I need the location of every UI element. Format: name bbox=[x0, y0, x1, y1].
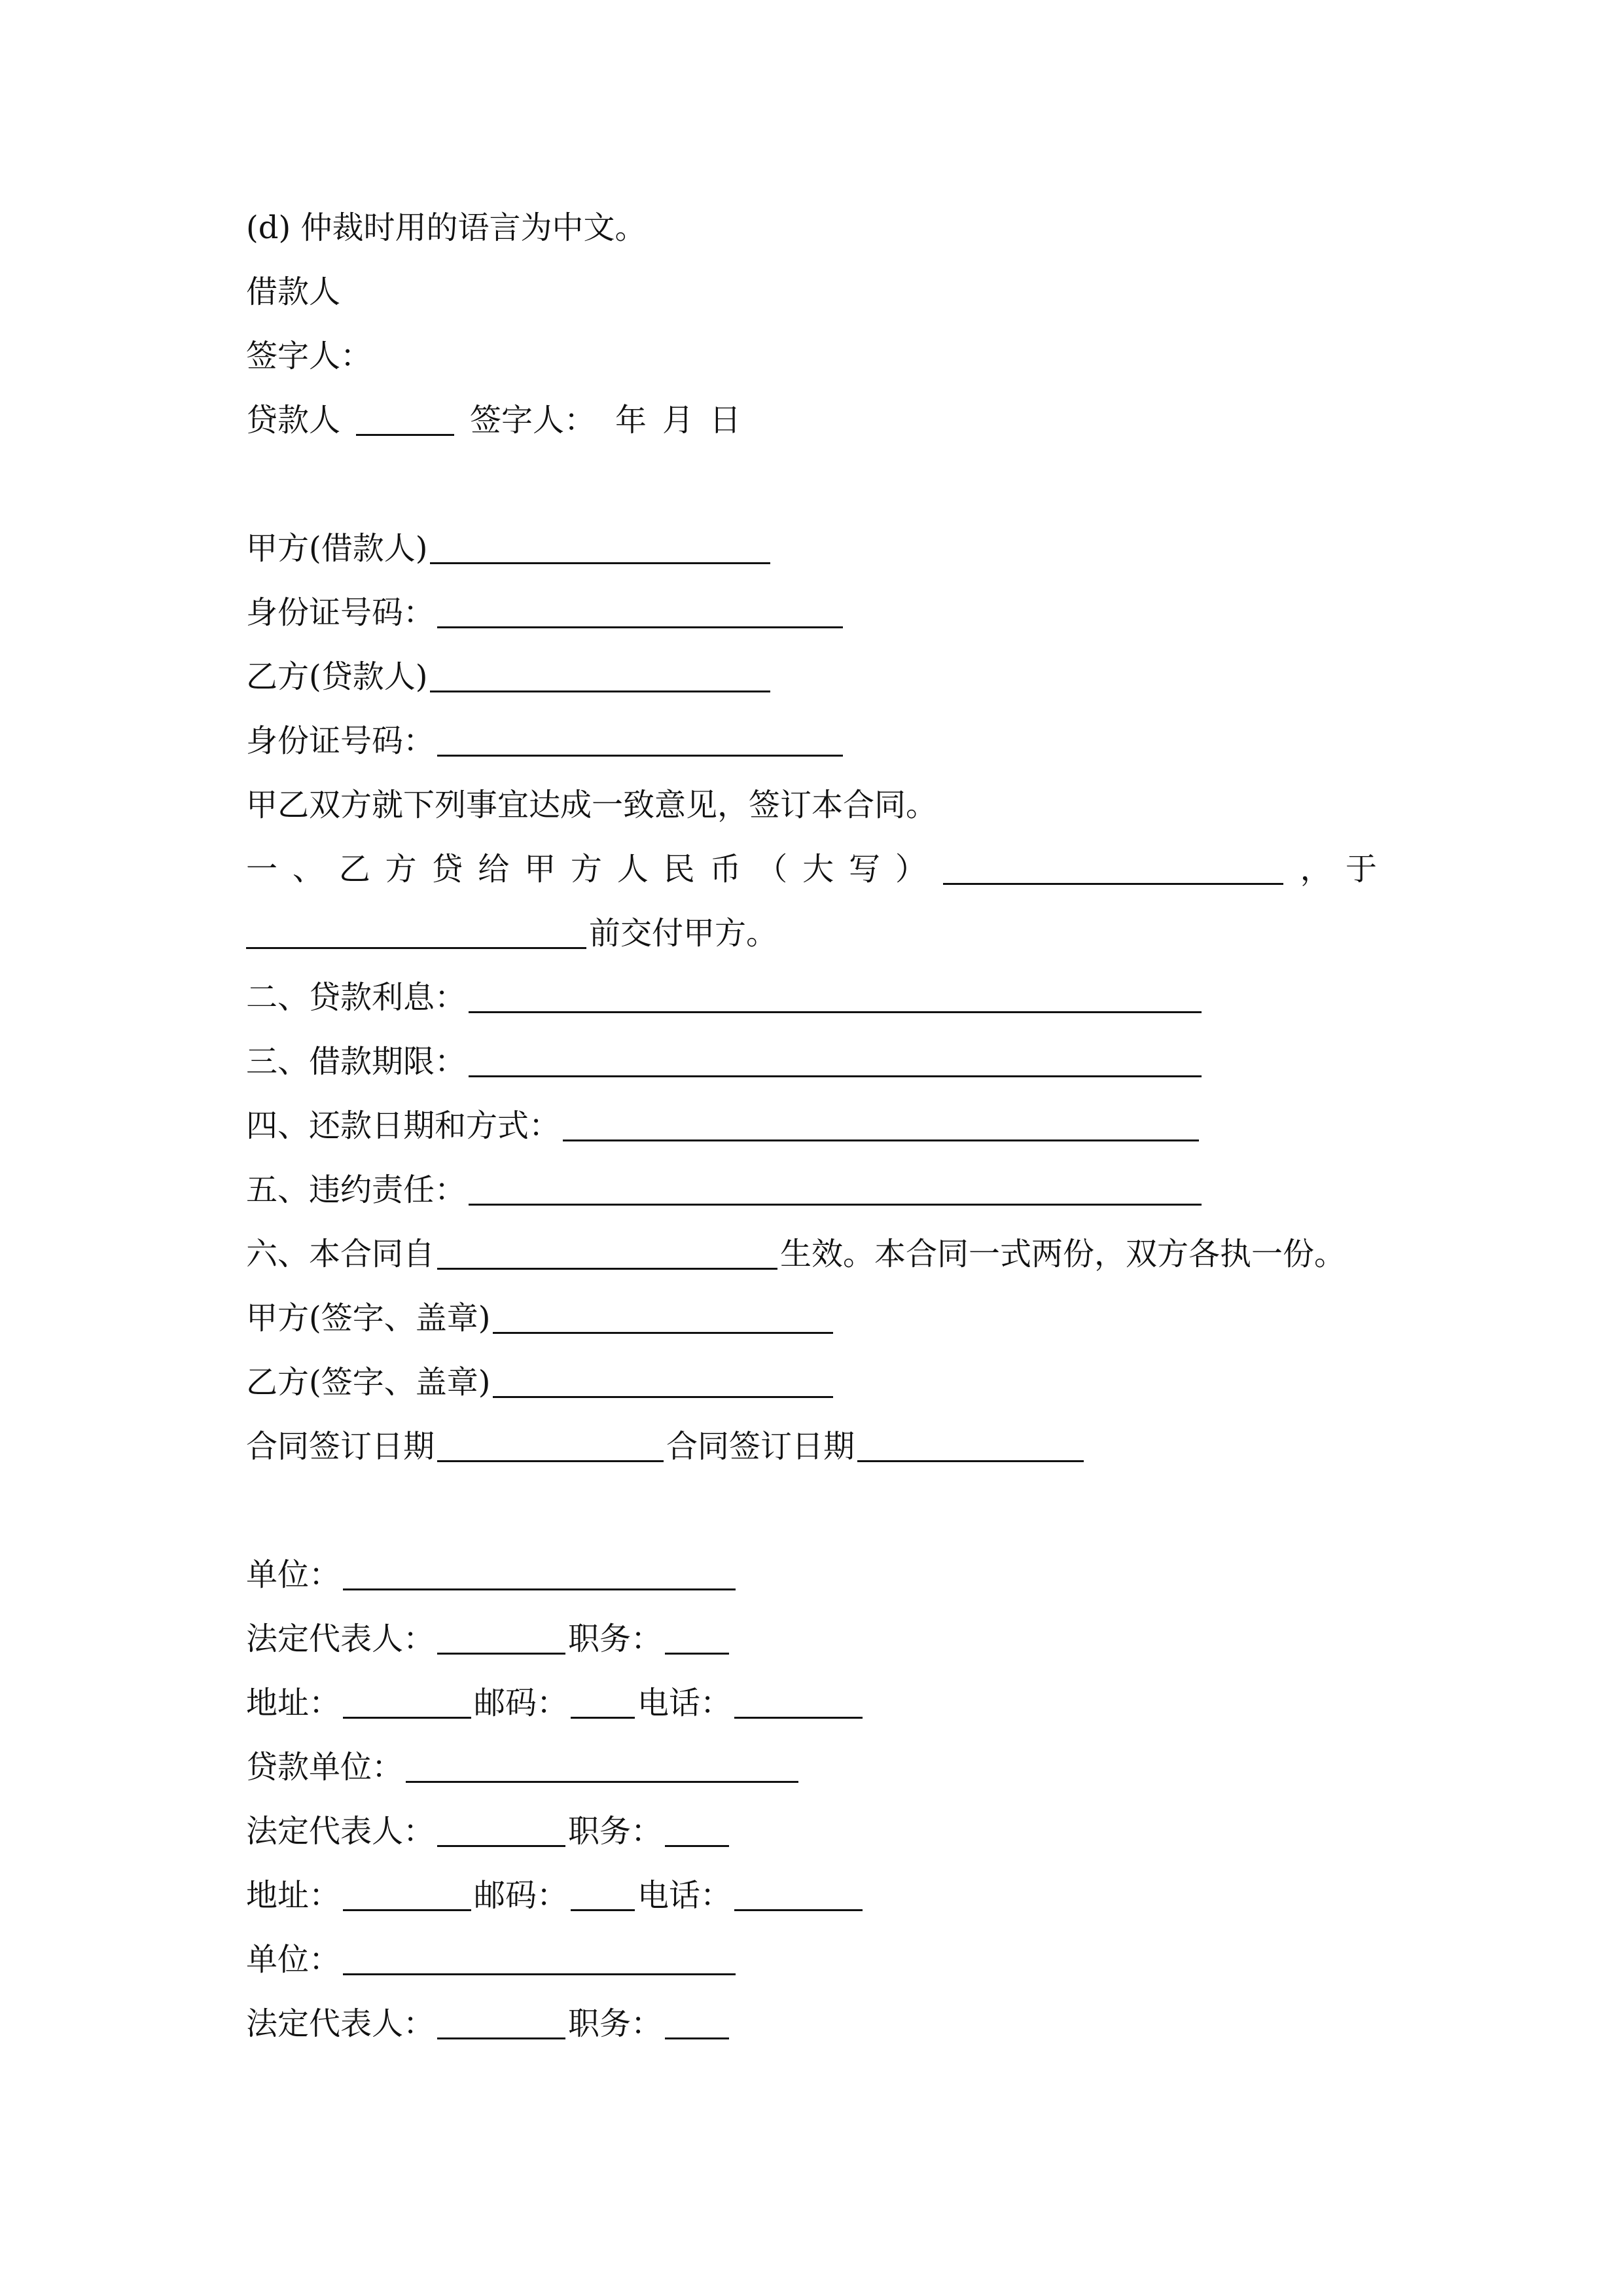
clause-2-line bbox=[246, 978, 1204, 1017]
unit-1-label: 单位： bbox=[246, 1556, 341, 1593]
clause-1-continuation-line bbox=[246, 914, 777, 953]
clause-1-yu: 于 bbox=[1345, 851, 1377, 888]
clause-1-char: 、 bbox=[292, 851, 324, 888]
date-day-label: 日 bbox=[709, 402, 741, 439]
phone-1-blank[interactable] bbox=[734, 1685, 863, 1719]
sign-a-blank[interactable] bbox=[493, 1300, 833, 1334]
id-number-b-label: 身份证号码： bbox=[246, 723, 435, 759]
address-1-label: 地址： bbox=[246, 1685, 341, 1721]
legal-rep-1-blank[interactable] bbox=[437, 1621, 565, 1655]
clause-1-char: 写 bbox=[848, 851, 880, 888]
postcode-1-label: 邮码： bbox=[474, 1685, 569, 1721]
loan-unit-label: 贷款单位： bbox=[246, 1749, 404, 1785]
position-2-label: 职务： bbox=[568, 1813, 663, 1850]
clause-4-line bbox=[246, 1106, 1202, 1145]
position-2-blank[interactable] bbox=[665, 1814, 729, 1847]
clause-4-blank[interactable] bbox=[563, 1108, 1199, 1141]
clause-1-char: 方 bbox=[385, 851, 417, 888]
lender-blank[interactable] bbox=[356, 403, 454, 436]
id-number-b-blank[interactable] bbox=[437, 723, 843, 757]
sign-b-blank[interactable] bbox=[493, 1365, 833, 1398]
clause-1-char: 方 bbox=[570, 851, 602, 888]
clause-5-blank[interactable] bbox=[469, 1172, 1202, 1206]
borrower-label: 借款人 bbox=[246, 274, 341, 310]
phone-2-label: 电话： bbox=[637, 1877, 732, 1914]
position-1-label: 职务： bbox=[568, 1621, 663, 1657]
clause-2-blank[interactable] bbox=[469, 980, 1202, 1013]
postcode-2-label: 邮码： bbox=[474, 1877, 569, 1914]
clause-6-line bbox=[246, 1234, 1346, 1274]
clause-4-label: 四、还款日期和方式： bbox=[246, 1107, 561, 1144]
sign-date-line bbox=[246, 1427, 1086, 1466]
date-month-label: 月 bbox=[662, 402, 694, 439]
unit-1-line bbox=[246, 1555, 738, 1594]
clause-1-char: ） bbox=[895, 851, 927, 888]
sign-date-2-label: 合同签订日期 bbox=[666, 1428, 855, 1465]
unit-1-blank[interactable] bbox=[343, 1557, 736, 1590]
clause-6-start: 六、本合同自 bbox=[246, 1236, 435, 1272]
legal-rep-2-line bbox=[246, 1812, 732, 1851]
sign-date-1-blank[interactable] bbox=[437, 1429, 664, 1462]
clause-1-char: 贷 bbox=[431, 851, 463, 888]
arbitration-language-line bbox=[246, 208, 646, 247]
clause-6-end: 生效。本合同一式两份，双方各执一份。 bbox=[780, 1236, 1346, 1272]
loan-unit-blank[interactable] bbox=[406, 1749, 798, 1783]
clause-1-char: （ bbox=[756, 851, 788, 888]
arbitration-language-text: (d) 仲裁时用的语言为中文。 bbox=[246, 209, 647, 246]
id-number-a-label: 身份证号码： bbox=[246, 594, 435, 631]
borrower-line bbox=[246, 272, 340, 312]
legal-rep-1-line bbox=[246, 1619, 732, 1659]
clause-3-label: 三、借款期限： bbox=[246, 1043, 467, 1080]
address-2-blank[interactable] bbox=[343, 1878, 471, 1911]
legal-rep-3-label: 法定代表人： bbox=[246, 2005, 435, 2042]
clause-1-char: 甲 bbox=[524, 851, 556, 888]
phone-1-label: 电话： bbox=[637, 1685, 732, 1721]
clause-1-char: 乙 bbox=[338, 851, 370, 888]
clause-2-label: 二、贷款利息： bbox=[246, 979, 467, 1016]
id-number-b-line bbox=[246, 721, 846, 761]
clause-1-date-blank[interactable] bbox=[246, 916, 586, 949]
clause-1-char: 一 bbox=[246, 851, 278, 888]
clause-6-blank[interactable] bbox=[437, 1236, 777, 1270]
clause-3-line bbox=[246, 1042, 1204, 1081]
position-1-blank[interactable] bbox=[665, 1621, 729, 1655]
party-b-label: 乙方(贷款人) bbox=[246, 658, 428, 695]
position-3-blank[interactable] bbox=[665, 2006, 729, 2039]
sign-date-2-blank[interactable] bbox=[857, 1429, 1084, 1462]
unit-2-line bbox=[246, 1940, 738, 1979]
legal-rep-3-line bbox=[246, 2004, 732, 2043]
address-2-label: 地址： bbox=[246, 1877, 341, 1914]
clause-1-char: 民 bbox=[663, 851, 695, 888]
date-year-label: 年 bbox=[615, 402, 647, 439]
clause-1-char: 给 bbox=[478, 851, 510, 888]
sign-a-line bbox=[246, 1299, 836, 1338]
agreement-line bbox=[246, 785, 937, 825]
sign-a-label: 甲方(签字、盖章) bbox=[246, 1300, 491, 1336]
signatory-line bbox=[246, 336, 372, 376]
phone-2-blank[interactable] bbox=[734, 1878, 863, 1911]
legal-rep-1-label: 法定代表人： bbox=[246, 1621, 435, 1657]
legal-rep-2-label: 法定代表人： bbox=[246, 1813, 435, 1850]
clause-1-text bbox=[246, 850, 927, 889]
party-a-line bbox=[246, 529, 773, 568]
signatory-label: 签字人： bbox=[246, 338, 372, 374]
unit-2-blank[interactable] bbox=[343, 1942, 736, 1975]
postcode-2-blank[interactable] bbox=[571, 1878, 635, 1911]
lender-line bbox=[246, 401, 741, 440]
unit-2-label: 单位： bbox=[246, 1941, 341, 1978]
lender-label: 贷款人 bbox=[246, 402, 341, 439]
party-a-blank[interactable] bbox=[430, 531, 770, 564]
clause-1-amount-blank[interactable] bbox=[943, 852, 1283, 885]
clause-1-char: 币 bbox=[709, 851, 741, 888]
agreement-text: 甲乙双方就下列事宜达成一致意见，签订本合同。 bbox=[246, 787, 938, 823]
party-b-line bbox=[246, 657, 773, 696]
clause-1-line bbox=[246, 850, 1377, 889]
position-3-label: 职务： bbox=[568, 2005, 663, 2042]
clause-1-char: 大 bbox=[802, 851, 834, 888]
clause-1-comma: ， bbox=[1300, 851, 1332, 888]
legal-rep-3-blank[interactable] bbox=[437, 2006, 565, 2039]
clause-5-label: 五、违约责任： bbox=[246, 1172, 467, 1208]
clause-1-end-text: 前交付甲方。 bbox=[589, 915, 778, 952]
address-1-line bbox=[246, 1683, 865, 1723]
sign-b-line bbox=[246, 1363, 836, 1402]
lender-signatory-label: 签字人： bbox=[470, 402, 596, 439]
loan-unit-line bbox=[246, 1748, 801, 1787]
clause-1-char: 人 bbox=[616, 851, 649, 888]
postcode-1-blank[interactable] bbox=[571, 1685, 635, 1719]
address-1-blank[interactable] bbox=[343, 1685, 471, 1719]
party-b-blank[interactable] bbox=[430, 659, 770, 692]
sign-b-label: 乙方(签字、盖章) bbox=[246, 1364, 491, 1401]
id-number-a-line bbox=[246, 593, 846, 632]
sign-date-1-label: 合同签订日期 bbox=[246, 1428, 435, 1465]
clause-3-blank[interactable] bbox=[469, 1044, 1202, 1077]
id-number-a-blank[interactable] bbox=[437, 595, 843, 628]
clause-5-line bbox=[246, 1170, 1204, 1210]
legal-rep-2-blank[interactable] bbox=[437, 1814, 565, 1847]
party-a-label: 甲方(借款人) bbox=[246, 530, 428, 567]
address-2-line bbox=[246, 1876, 865, 1915]
